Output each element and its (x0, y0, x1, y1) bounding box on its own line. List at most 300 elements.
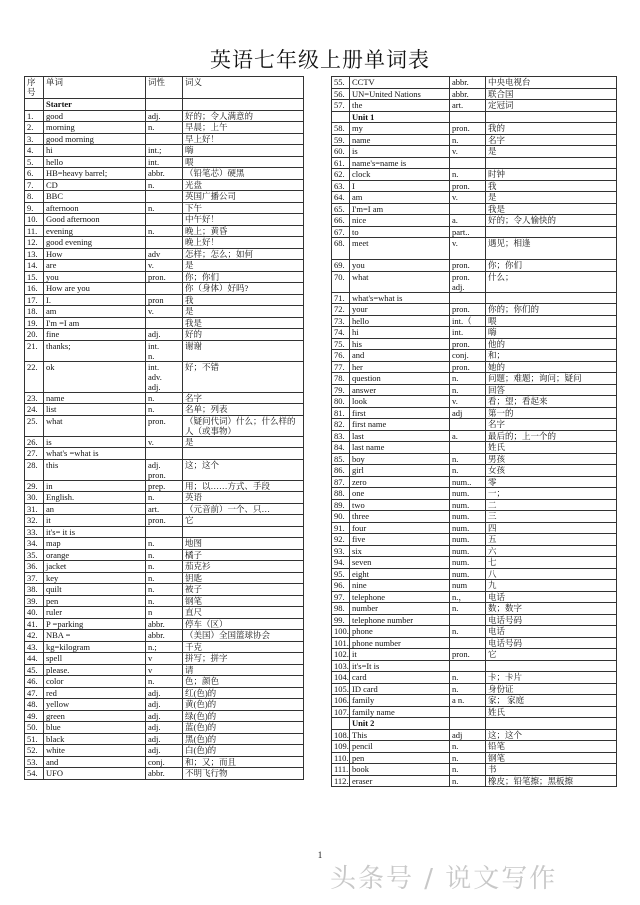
row-num: 83. (332, 430, 350, 442)
row-num: 87. (332, 476, 350, 488)
table-row (332, 327, 617, 339)
row-pos (450, 637, 486, 649)
row-pos: adj. pron. (146, 459, 183, 480)
row-word: key (44, 572, 146, 584)
row-num: 38. (25, 584, 44, 596)
row-num: 13. (25, 248, 44, 260)
row-meaning (486, 157, 617, 169)
row-num: 1. (25, 110, 44, 122)
row-num: 106. (332, 695, 350, 707)
row-word: in (44, 480, 146, 492)
row-num: 22. (25, 361, 44, 392)
row-pos (146, 99, 183, 111)
row-word: eraser (350, 775, 450, 787)
row-pos: n. (450, 752, 486, 764)
row-num: 72. (332, 304, 350, 316)
table-row (332, 557, 617, 569)
table-row (25, 260, 304, 272)
row-num: 49. (25, 710, 44, 722)
row-num: 97. (332, 591, 350, 603)
table-row (25, 404, 304, 416)
row-pos: num. (450, 499, 486, 511)
row-pos (450, 419, 486, 431)
row-word: good (44, 110, 146, 122)
row-word: P =parking (44, 618, 146, 630)
row-meaning: 橡皮；铅笔擦；黑板擦 (486, 775, 617, 787)
row-pos: v. (146, 306, 183, 318)
row-meaning: 书 (486, 764, 617, 776)
row-word: pen (350, 752, 450, 764)
row-pos (146, 133, 183, 145)
row-num: 96. (332, 580, 350, 592)
row-word: you (350, 260, 450, 272)
row-pos: n. (450, 764, 486, 776)
row-num: 53. (25, 756, 44, 768)
row-meaning: 他的 (486, 338, 617, 350)
row-num: 81. (332, 407, 350, 419)
row-num: 15. (25, 271, 44, 283)
table-row (332, 203, 617, 215)
row-pos: n.， (450, 591, 486, 603)
row-meaning (183, 526, 304, 538)
row-pos: num. (450, 488, 486, 500)
row-meaning: 五 (486, 534, 617, 546)
table-row (332, 775, 617, 787)
watermark: 头条号 / 说文写作 (330, 864, 558, 894)
vocab-table-right (331, 76, 617, 787)
row-meaning: 这；这个 (183, 459, 304, 480)
table-row (25, 687, 304, 699)
row-word: her (350, 361, 450, 373)
row-meaning: 你的；你们的 (486, 304, 617, 316)
table-row (25, 515, 304, 527)
row-meaning: 数；数字 (486, 603, 617, 615)
row-word: what (350, 271, 450, 292)
row-pos: pron. (450, 304, 486, 316)
row-word: ID card (350, 683, 450, 695)
row-word: and (44, 756, 146, 768)
row-meaning (183, 99, 304, 111)
row-word: hi (350, 327, 450, 339)
table-row (332, 442, 617, 454)
row-word: three (350, 511, 450, 523)
row-meaning: 蓝(色)的 (183, 722, 304, 734)
row-pos: a. (450, 430, 486, 442)
row-meaning: 直尺 (183, 607, 304, 619)
table-row (332, 430, 617, 442)
row-word: nine (350, 580, 450, 592)
row-num (332, 718, 350, 730)
row-meaning: 和； (486, 350, 617, 362)
row-pos: num. (450, 534, 486, 546)
table-row (332, 511, 617, 523)
row-meaning: 拼写；拼字 (183, 653, 304, 665)
row-word: This (350, 729, 450, 741)
row-word: clock (350, 169, 450, 181)
row-pos (450, 111, 486, 123)
table-row (25, 664, 304, 676)
row-meaning: 名字 (486, 134, 617, 146)
row-num: 78. (332, 373, 350, 385)
table-row (332, 591, 617, 603)
row-pos: a n. (450, 695, 486, 707)
row-meaning: 我是 (486, 203, 617, 215)
row-num: 109. (332, 741, 350, 753)
row-word: name (350, 134, 450, 146)
row-pos: num. (450, 545, 486, 557)
row-meaning: 地图 (183, 538, 304, 550)
row-word: red (44, 687, 146, 699)
row-word: his (350, 338, 450, 350)
row-num: 12. (25, 237, 44, 249)
row-num: 111. (332, 764, 350, 776)
row-meaning: 卡；卡片 (486, 672, 617, 684)
row-word: zero (350, 476, 450, 488)
table-row (25, 733, 304, 745)
row-num: 66. (332, 215, 350, 227)
row-meaning: 是 (486, 192, 617, 204)
row-meaning: 回答 (486, 384, 617, 396)
table-row (25, 179, 304, 191)
row-meaning: 好的；令人愉快的 (486, 215, 617, 227)
row-num: 82. (332, 419, 350, 431)
row-num: 39. (25, 595, 44, 607)
table-row (25, 237, 304, 249)
table-row (332, 396, 617, 408)
row-meaning (486, 226, 617, 238)
table-row (25, 584, 304, 596)
row-pos: pron. (450, 123, 486, 135)
table-row (25, 745, 304, 757)
row-word: HB=heavy barrel; (44, 168, 146, 180)
row-word: How (44, 248, 146, 260)
row-num: 29. (25, 480, 44, 492)
row-num: 31. (25, 503, 44, 515)
row-word: hello (44, 156, 146, 168)
row-num: 50. (25, 722, 44, 734)
row-word: one (350, 488, 450, 500)
row-word: NBA = (44, 630, 146, 642)
row-num: 7. (25, 179, 44, 191)
row-word: BBC (44, 191, 146, 203)
row-meaning: 和；又；而且 (183, 756, 304, 768)
row-word: jacket (44, 561, 146, 573)
row-meaning: 我是 (183, 317, 304, 329)
table-row (332, 649, 617, 661)
row-pos: art. (450, 100, 486, 112)
row-word: six (350, 545, 450, 557)
table-row (25, 572, 304, 584)
row-meaning: 八 (486, 568, 617, 580)
table-row (25, 480, 304, 492)
row-pos: n. (450, 169, 486, 181)
row-meaning: 喂 (486, 315, 617, 327)
header-num: 序 号 (25, 77, 44, 99)
row-word: nice (350, 215, 450, 227)
row-pos: adj. (146, 329, 183, 341)
row-pos: adj. (146, 699, 183, 711)
table-row (25, 122, 304, 134)
table-row (332, 741, 617, 753)
row-num: 65. (332, 203, 350, 215)
row-num: 80. (332, 396, 350, 408)
row-word: your (350, 304, 450, 316)
row-word: morning (44, 122, 146, 134)
row-num: 51. (25, 733, 44, 745)
row-meaning: 是 (486, 146, 617, 158)
row-num: 79. (332, 384, 350, 396)
table-row (332, 361, 617, 373)
row-meaning: 英国广播公司 (183, 191, 304, 203)
row-num: 41. (25, 618, 44, 630)
row-num: 77. (332, 361, 350, 373)
table-row (332, 683, 617, 695)
row-pos (146, 214, 183, 226)
table-row (25, 392, 304, 404)
table-row (332, 476, 617, 488)
row-pos: adj. (146, 733, 183, 745)
table-row (25, 340, 304, 361)
row-pos (146, 283, 183, 295)
row-word: UFO (44, 768, 146, 780)
row-meaning: 下午 (183, 202, 304, 214)
row-pos: adj. (146, 687, 183, 699)
row-pos: n. (146, 561, 183, 573)
row-word: good evening (44, 237, 146, 249)
row-pos: n. (146, 392, 183, 404)
row-word: to (350, 226, 450, 238)
table-row (332, 350, 617, 362)
row-meaning: 女孩 (486, 465, 617, 477)
table-row (332, 169, 617, 181)
row-word: two (350, 499, 450, 511)
table-row (25, 361, 304, 392)
row-meaning: 喂 (183, 156, 304, 168)
table-row (25, 768, 304, 780)
row-pos: part.. (450, 226, 486, 238)
table-row (332, 603, 617, 615)
row-pos: v (146, 664, 183, 676)
row-pos (146, 526, 183, 538)
row-num: 84. (332, 442, 350, 454)
row-meaning: 白(色)的 (183, 745, 304, 757)
row-num: 94. (332, 557, 350, 569)
row-pos: adj. (146, 722, 183, 734)
table-row (25, 294, 304, 306)
row-num: 28. (25, 459, 44, 480)
row-pos: pron (146, 294, 183, 306)
row-meaning: 怎样；怎么；如何 (183, 248, 304, 260)
row-pos: v. (146, 260, 183, 272)
row-word: please. (44, 664, 146, 676)
row-meaning: 英语 (183, 492, 304, 504)
row-num: 107. (332, 706, 350, 718)
row-pos: v (146, 653, 183, 665)
row-pos (146, 191, 183, 203)
row-word: ruler (44, 607, 146, 619)
row-num: 52. (25, 745, 44, 757)
row-meaning: 这；这个 (486, 729, 617, 741)
row-meaning: 九 (486, 580, 617, 592)
row-meaning: 定冠词 (486, 100, 617, 112)
row-word: spell (44, 653, 146, 665)
row-num: 92. (332, 534, 350, 546)
row-pos: n. (450, 603, 486, 615)
row-num: 40. (25, 607, 44, 619)
row-meaning: 看；望；看起来 (486, 396, 617, 408)
row-meaning: 茄克衫 (183, 561, 304, 573)
row-num: 43. (25, 641, 44, 653)
row-num: 71. (332, 292, 350, 304)
row-pos: n. (146, 122, 183, 134)
table-row (332, 146, 617, 158)
row-pos: num. (450, 568, 486, 580)
row-pos: prep. (146, 480, 183, 492)
row-meaning: 第一的 (486, 407, 617, 419)
row-num: 110. (332, 752, 350, 764)
row-pos: adj. (146, 710, 183, 722)
row-pos: pron. (146, 515, 183, 527)
table-row (332, 465, 617, 477)
row-num: 23. (25, 392, 44, 404)
row-pos: int. adv. adj. (146, 361, 183, 392)
row-num: 42. (25, 630, 44, 642)
row-meaning: 千克 (183, 641, 304, 653)
row-word: Good afternoon (44, 214, 146, 226)
row-pos (450, 614, 486, 626)
row-word: kg=kilogram (44, 641, 146, 653)
row-pos (450, 157, 486, 169)
table-row (332, 77, 617, 89)
row-num: 54. (25, 768, 44, 780)
row-num: 4. (25, 145, 44, 157)
row-pos (450, 292, 486, 304)
row-num: 68. (332, 238, 350, 260)
row-pos: n.; (146, 641, 183, 653)
row-meaning: 身份证 (486, 683, 617, 695)
table-row (25, 248, 304, 260)
row-meaning: 好的；令人满意的 (183, 110, 304, 122)
row-num: 108. (332, 729, 350, 741)
row-num: 57. (332, 100, 350, 112)
table-row (25, 191, 304, 203)
row-word: I'm=I am (350, 203, 450, 215)
row-pos: adj. (146, 745, 183, 757)
row-num: 34. (25, 538, 44, 550)
row-meaning: 名字 (183, 392, 304, 404)
row-meaning: 早上好！ (183, 133, 304, 145)
row-pos: conj. (146, 756, 183, 768)
table-row (332, 215, 617, 227)
row-num: 58. (332, 123, 350, 135)
table-row (25, 549, 304, 561)
section-heading: Unit 1 (350, 111, 450, 123)
row-pos: num. (450, 511, 486, 523)
row-word: pencil (350, 741, 450, 753)
row-pos: num.. (450, 476, 486, 488)
row-meaning: 中央电视台 (486, 77, 617, 89)
row-meaning: 停车（区） (183, 618, 304, 630)
row-word: ok (44, 361, 146, 392)
vocab-table-left (24, 76, 304, 780)
row-word: boy (350, 453, 450, 465)
row-pos (146, 237, 183, 249)
row-num: 60. (332, 146, 350, 158)
table-row (332, 407, 617, 419)
row-word: last (350, 430, 450, 442)
section-heading: Unit 2 (350, 718, 450, 730)
row-num: 46. (25, 676, 44, 688)
row-meaning: 七 (486, 557, 617, 569)
row-word: my (350, 123, 450, 135)
table-row (25, 110, 304, 122)
table-row (25, 168, 304, 180)
row-word: look (350, 396, 450, 408)
row-num: 30. (25, 492, 44, 504)
header-pos: 词性 (146, 77, 183, 99)
table-row (332, 100, 617, 112)
row-word: phone (350, 626, 450, 638)
row-meaning: 它 (183, 515, 304, 527)
row-num: 73. (332, 315, 350, 327)
row-meaning: （美国）全国篮球协会 (183, 630, 304, 642)
row-pos: adj (450, 407, 486, 419)
header-word: 单词 (44, 77, 146, 99)
row-num: 100. (332, 626, 350, 638)
table-row (332, 626, 617, 638)
table-row (25, 225, 304, 237)
row-num: 21. (25, 340, 44, 361)
row-meaning: 晚上；黄昏 (183, 225, 304, 237)
row-word: afternoon (44, 202, 146, 214)
row-num: 18. (25, 306, 44, 318)
row-num (332, 111, 350, 123)
row-word: telephone number (350, 614, 450, 626)
row-meaning: 绿(色)的 (183, 710, 304, 722)
row-word: UN=United Nations (350, 88, 450, 100)
row-pos: v. (450, 192, 486, 204)
row-pos: int.; (146, 145, 183, 157)
row-pos: adj (450, 729, 486, 741)
row-num: 69. (332, 260, 350, 272)
row-word: name (44, 392, 146, 404)
table-row (332, 180, 617, 192)
row-meaning: 电话 (486, 591, 617, 603)
row-pos: n. (450, 626, 486, 638)
row-pos: abbr. (146, 768, 183, 780)
table-row (25, 756, 304, 768)
row-word: telephone (350, 591, 450, 603)
row-meaning: 钥匙 (183, 572, 304, 584)
row-pos: n. (146, 572, 183, 584)
table-row (25, 156, 304, 168)
table-row (25, 618, 304, 630)
row-word: are (44, 260, 146, 272)
table-row (25, 317, 304, 329)
row-meaning: 我 (183, 294, 304, 306)
row-meaning: 电话号码 (486, 637, 617, 649)
row-num: 63. (332, 180, 350, 192)
row-word: English. (44, 492, 146, 504)
row-num: 98. (332, 603, 350, 615)
table-row (332, 238, 617, 260)
row-meaning (486, 292, 617, 304)
row-pos: n. (146, 595, 183, 607)
row-meaning: 谢谢 (183, 340, 304, 361)
row-meaning (486, 718, 617, 730)
row-word: evening (44, 225, 146, 237)
table-row (25, 133, 304, 145)
